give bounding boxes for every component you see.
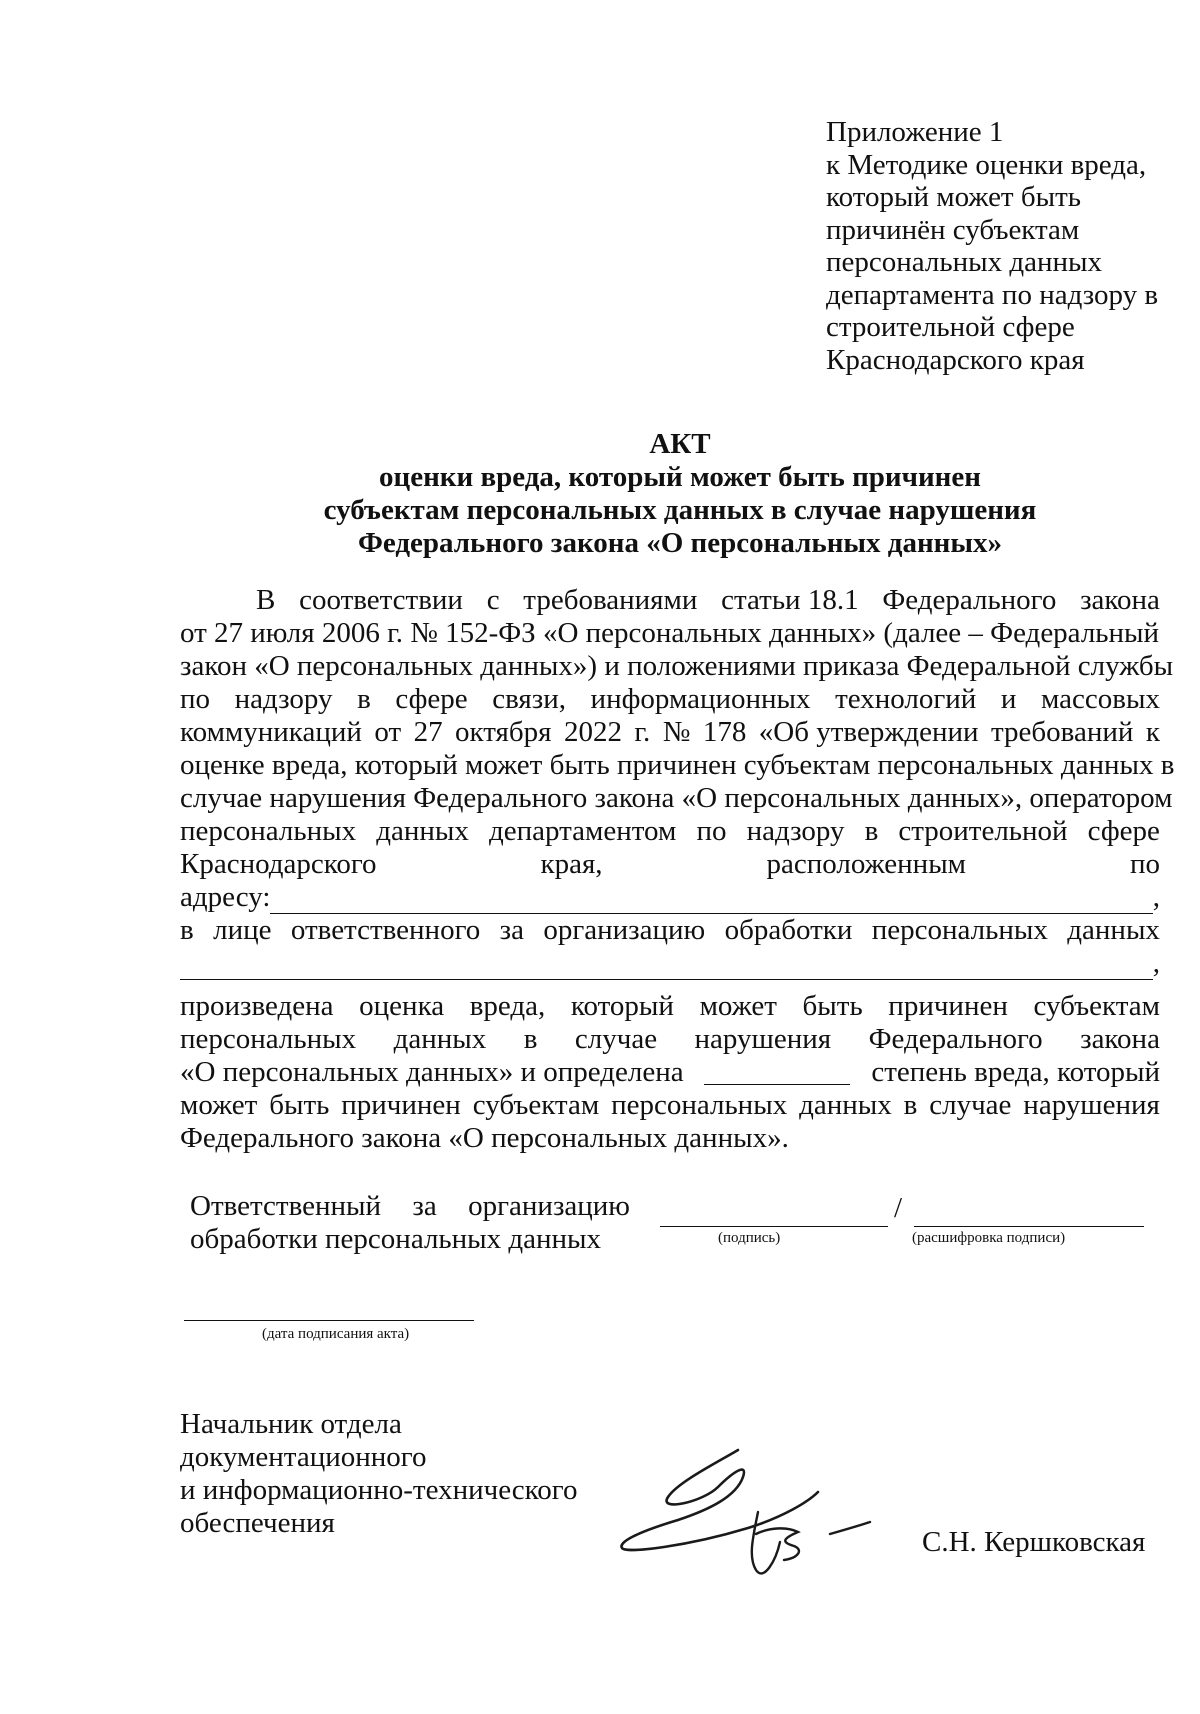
appendix-line: персональных данных xyxy=(826,246,1103,278)
conclusion-word: нарушения xyxy=(1023,1089,1160,1121)
chief-position xyxy=(180,1408,577,1540)
intro-line xyxy=(180,683,1160,716)
appendix-line: который может быть xyxy=(826,181,1081,213)
intro-word: требованиями xyxy=(523,584,698,616)
intro-word: края, xyxy=(540,848,603,880)
intro-word: связи, xyxy=(492,683,566,715)
conclusion-word: случае xyxy=(929,1089,1012,1121)
chief-position-line: и информационно-технического xyxy=(180,1474,578,1506)
intro-word: от xyxy=(374,716,402,748)
responsible-word: персональных xyxy=(871,914,1048,946)
responsible-word: в xyxy=(180,914,194,946)
intro-line xyxy=(180,650,1174,683)
intro-word: «Об утверждении xyxy=(758,716,979,748)
intro-word: октября xyxy=(455,716,552,748)
conclusion-text: Федерального закона «О персональных данных». xyxy=(180,1122,789,1154)
conclusion-word: закона xyxy=(1080,1023,1160,1055)
intro-word: оценке вреда, который может быть причинен субъектам персональных данных в xyxy=(180,749,1175,781)
title-line: Федерального закона «О персональных данных» xyxy=(357,527,1003,559)
intro-word: по xyxy=(1129,848,1160,880)
address-blank[interactable] xyxy=(270,885,1152,914)
conclusion-text: «О персональных данных» и определена xyxy=(180,1056,684,1088)
responsible-word: данных xyxy=(1067,914,1160,946)
conclusion-word: персональных xyxy=(180,1023,357,1055)
appendix-note xyxy=(826,116,1186,376)
appendix-line: Приложение 1 xyxy=(826,116,1004,148)
person-name-row xyxy=(180,947,1160,980)
conclusion-word: в xyxy=(523,1023,538,1055)
responsible-word: за xyxy=(499,914,524,946)
chief-position-line: Начальник отдела xyxy=(180,1408,402,1440)
comma: , xyxy=(1152,881,1160,913)
conclusion-word: субъектам xyxy=(472,1089,600,1121)
intro-word: департаментом xyxy=(488,815,677,847)
date-blank[interactable] xyxy=(184,1320,474,1321)
conclusion-word: вреда, xyxy=(469,990,546,1022)
intro-word: требований xyxy=(991,716,1134,748)
intro-word: по xyxy=(696,815,727,847)
conclusion-word: может xyxy=(180,1089,258,1121)
intro-word: к xyxy=(1145,716,1160,748)
intro-line xyxy=(180,815,1160,848)
intro-word: Федерального xyxy=(882,584,1057,616)
intro-word: от 27 июля 2006 г. № 152-ФЗ «О персональных данных» (далее – Федеральный xyxy=(180,617,1160,649)
intro-word: В xyxy=(256,584,276,616)
intro-line xyxy=(180,584,1160,617)
address-row xyxy=(180,881,1160,914)
handwritten-signature-icon xyxy=(608,1442,908,1602)
intro-word: сфере xyxy=(1087,815,1160,847)
date-caption: (дата подписания акта) xyxy=(262,1326,410,1342)
intro-line xyxy=(180,749,1175,782)
intro-word: статьи 18.1 xyxy=(721,584,859,616)
signature-blank[interactable] xyxy=(660,1226,888,1227)
slash-separator: / xyxy=(894,1192,903,1224)
intro-word: в xyxy=(864,815,879,847)
intro-word: № xyxy=(662,716,691,748)
act-body xyxy=(180,584,1175,1155)
signature-caption: (подпись) xyxy=(718,1230,781,1246)
conclusion-word: который xyxy=(570,990,674,1022)
intro-word: массовых xyxy=(1041,683,1160,715)
intro-word: Краснодарского xyxy=(180,848,377,880)
address-label: адресу: xyxy=(180,881,271,913)
conclusion-word: может xyxy=(699,990,777,1022)
intro-line xyxy=(180,716,1160,749)
conclusion-word: быть xyxy=(269,1089,330,1121)
responsible-word: организацию xyxy=(543,914,706,946)
intro-word: коммуникаций xyxy=(180,716,362,748)
responsible-word: ответственного xyxy=(290,914,481,946)
conclusion-word: субъектам xyxy=(1033,990,1160,1022)
intro-word: надзору xyxy=(234,683,333,715)
conclusion-word: нарушения xyxy=(694,1023,832,1055)
intro-word: надзору xyxy=(746,815,845,847)
intro-line xyxy=(180,848,1160,881)
chief-name: С.Н. Кершковская xyxy=(922,1526,1146,1558)
intro-word: персональных xyxy=(180,815,357,847)
chief-position-line: обеспечения xyxy=(180,1507,335,1539)
responsible-title-line: обработки персональных данных xyxy=(190,1223,602,1255)
intro-line xyxy=(180,617,1160,650)
intro-word: с xyxy=(486,584,500,616)
conclusion-line xyxy=(180,1056,1160,1089)
intro-word: соответствии xyxy=(299,584,463,616)
intro-word: строительной xyxy=(898,815,1068,847)
conclusion-word: причинен xyxy=(888,990,1008,1022)
appendix-line: причинён субъектам xyxy=(826,213,1080,246)
title-line: субъектам персональных данных в случае нарушения xyxy=(323,494,1037,526)
harm-degree-blank[interactable] xyxy=(704,1056,850,1085)
intro-line xyxy=(180,782,1173,815)
intro-word: закон «О персональных данных») и положениями приказа Федеральной службы xyxy=(180,650,1174,682)
comma: , xyxy=(1152,947,1160,979)
intro-word: 2022 xyxy=(563,716,622,748)
signature-decoding-blank[interactable] xyxy=(914,1226,1144,1227)
responsible-word: Ответственный xyxy=(190,1190,382,1222)
intro-word: по xyxy=(180,683,211,715)
conclusion-word: данных xyxy=(393,1023,487,1055)
conclusion-word: Федерального xyxy=(868,1023,1043,1055)
conclusion-word: причинен xyxy=(341,1089,461,1121)
conclusion-word: оценка xyxy=(359,990,445,1022)
signature-decoding-caption: (расшифровка подписи) xyxy=(912,1230,1066,1246)
document-title xyxy=(180,428,1180,560)
intro-word: случае нарушения Федерального закона «О персональных данных», оператором xyxy=(180,782,1173,814)
conclusion-word: персональных xyxy=(611,1089,788,1121)
intro-word: данных xyxy=(376,815,469,847)
responsible-word: обработки xyxy=(724,914,853,946)
conclusion-line xyxy=(180,1023,1160,1056)
responsible-word: за xyxy=(412,1190,437,1222)
appendix-line: к Методике оценки вреда, xyxy=(826,148,1147,181)
conclusion-word: в xyxy=(903,1089,918,1121)
conclusion-text: степень вреда, который xyxy=(871,1056,1160,1088)
responsible-person-line xyxy=(180,914,1160,947)
responsible-word: организацию xyxy=(468,1190,630,1222)
conclusion-word: случае xyxy=(574,1023,658,1055)
conclusion-line xyxy=(180,1089,1160,1122)
appendix-line: департамента по надзору в xyxy=(826,278,1159,311)
conclusion-word: произведена xyxy=(180,990,334,1022)
intro-word: 178 xyxy=(702,716,747,748)
conclusion-line xyxy=(180,1122,1160,1155)
person-name-blank[interactable] xyxy=(180,951,1153,980)
intro-word: и xyxy=(1000,683,1017,715)
intro-word: закона xyxy=(1080,584,1160,616)
conclusion-line xyxy=(180,990,1160,1023)
conclusion-word: данных xyxy=(799,1089,892,1121)
responsible-word: лице xyxy=(213,914,272,946)
intro-word: г. xyxy=(634,716,651,748)
appendix-line: строительной сфере xyxy=(826,311,1075,343)
responsible-block xyxy=(190,1190,630,1256)
title-line: оценки вреда, который может быть причинен xyxy=(379,461,981,493)
intro-word: в xyxy=(357,683,371,715)
appendix-line: Краснодарского края xyxy=(826,343,1085,376)
title-line: АКТ xyxy=(649,428,711,460)
paragraph-intro xyxy=(180,584,1175,881)
conclusion-word: быть xyxy=(802,990,863,1022)
intro-word: информационных xyxy=(590,683,811,715)
intro-word: 27 xyxy=(413,716,443,748)
intro-word: технологий xyxy=(835,683,977,715)
intro-word: расположенным xyxy=(766,848,967,880)
intro-word: сфере xyxy=(395,683,468,715)
responsible-title-line xyxy=(190,1190,630,1223)
chief-position-line: документационного xyxy=(180,1441,427,1473)
